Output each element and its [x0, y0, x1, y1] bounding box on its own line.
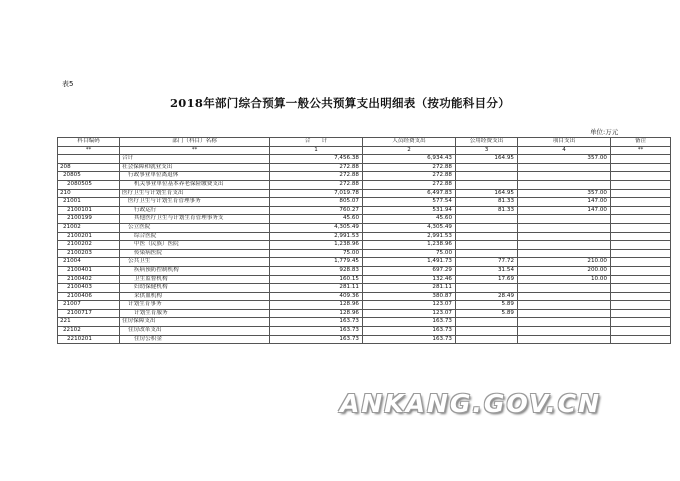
table-row: [58, 172, 671, 181]
cell-project: [518, 335, 611, 344]
table-row: [58, 241, 671, 250]
cell-public: [456, 318, 518, 327]
cell-public: 17.69: [456, 275, 518, 284]
cell-personnel: 45.60: [363, 215, 456, 224]
unit-label: 单位:万元: [590, 128, 619, 136]
cell-code: 21004: [58, 258, 120, 267]
cell-note: [611, 301, 671, 310]
cell-name: 机关事业单位基本养老保险缴费支出: [120, 180, 270, 189]
cell-name: 住房保障支出: [120, 318, 270, 327]
cell-name: 公共卫生: [120, 258, 270, 267]
table-row: [58, 223, 671, 232]
cell-note: [611, 327, 671, 336]
cell-personnel: 123.07: [363, 309, 456, 318]
mark-note: **: [611, 146, 671, 155]
cell-public: 5.89: [456, 309, 518, 318]
cell-personnel: 1,238.96: [363, 241, 456, 250]
cell-code: 208: [58, 163, 120, 172]
cell-code: 2080505: [58, 180, 120, 189]
cell-total: 409.36: [270, 292, 363, 301]
cell-name: 中医（民族）医院: [120, 241, 270, 250]
header-project: 项目支出: [518, 138, 611, 147]
cell-total: 163.73: [270, 335, 363, 344]
cell-code: 21002: [58, 223, 120, 232]
cell-code: 2100199: [58, 215, 120, 224]
table-row: [58, 266, 671, 275]
cell-project: [518, 232, 611, 241]
cell-project: [518, 249, 611, 258]
cell-note: [611, 189, 671, 198]
cell-note: [611, 172, 671, 181]
cell-total: 1,238.96: [270, 241, 363, 250]
cell-public: 81.33: [456, 206, 518, 215]
cell-project: [518, 318, 611, 327]
cell-name: 公立医院: [120, 223, 270, 232]
cell-code: 2100201: [58, 232, 120, 241]
cell-note: [611, 223, 671, 232]
cell-code: 2210201: [58, 335, 120, 344]
cell-personnel: 163.73: [363, 335, 456, 344]
table-row: [58, 318, 671, 327]
cell-personnel: 281.11: [363, 284, 456, 293]
cell-note: [611, 309, 671, 318]
cell-code: 2100402: [58, 275, 120, 284]
mark-personnel: 2: [363, 146, 456, 155]
cell-personnel: 6,497.83: [363, 189, 456, 198]
cell-note: [611, 163, 671, 172]
cell-name: 行政事业单位离退休: [120, 172, 270, 181]
cell-public: [456, 335, 518, 344]
cell-code: 2100101: [58, 206, 120, 215]
cell-name: 计划生育事务: [120, 301, 270, 310]
table-row: [58, 206, 671, 215]
cell-public: 81.33: [456, 198, 518, 207]
cell-project: [518, 292, 611, 301]
cell-name: 合计: [120, 155, 270, 164]
cell-public: [456, 241, 518, 250]
table-row: [58, 249, 671, 258]
cell-name: 其他医疗卫生与计划生育管理事务支: [120, 215, 270, 224]
table-row: [58, 275, 671, 284]
table-number-label: 表5: [62, 80, 74, 88]
mark-project: 4: [518, 146, 611, 155]
cell-personnel: 531.94: [363, 206, 456, 215]
table-row: [58, 180, 671, 189]
cell-personnel: 380.87: [363, 292, 456, 301]
cell-total: 281.11: [270, 284, 363, 293]
budget-table: [57, 137, 671, 344]
cell-note: [611, 232, 671, 241]
cell-project: [518, 327, 611, 336]
cell-name: 住房改革支出: [120, 327, 270, 336]
cell-total: 163.73: [270, 327, 363, 336]
cell-total: 7,456.38: [270, 155, 363, 164]
mark-total: 1: [270, 146, 363, 155]
cell-total: 7,019.78: [270, 189, 363, 198]
cell-note: [611, 292, 671, 301]
cell-total: 272.88: [270, 163, 363, 172]
cell-total: 272.88: [270, 172, 363, 181]
cell-project: 147.00: [518, 198, 611, 207]
page-title: 2018年部门综合预算一般公共预算支出明细表（按功能科目分）: [169, 96, 510, 110]
cell-code: 2100406: [58, 292, 120, 301]
cell-name: 医疗卫生与计划生育支出: [120, 189, 270, 198]
cell-code: 2100202: [58, 241, 120, 250]
cell-personnel: 2,991.53: [363, 232, 456, 241]
cell-note: [611, 198, 671, 207]
cell-public: 5.89: [456, 301, 518, 310]
cell-total: 160.15: [270, 275, 363, 284]
cell-code: 20805: [58, 172, 120, 181]
cell-project: [518, 284, 611, 293]
cell-total: 4,305.49: [270, 223, 363, 232]
cell-note: [611, 249, 671, 258]
header-personnel: 人员经费支出: [363, 138, 456, 147]
cell-public: 164.95: [456, 155, 518, 164]
header-marks-row: [58, 146, 671, 155]
cell-project: [518, 163, 611, 172]
cell-total: 1,779.45: [270, 258, 363, 267]
cell-code: 2100203: [58, 249, 120, 258]
mark-name: **: [120, 146, 270, 155]
cell-total: 760.27: [270, 206, 363, 215]
cell-personnel: 132.46: [363, 275, 456, 284]
cell-name: 传染病医院: [120, 249, 270, 258]
cell-project: 210.00: [518, 258, 611, 267]
cell-note: [611, 275, 671, 284]
cell-public: [456, 249, 518, 258]
cell-name: 行政运行: [120, 206, 270, 215]
cell-personnel: 6,934.43: [363, 155, 456, 164]
cell-note: [611, 266, 671, 275]
cell-public: 28.49: [456, 292, 518, 301]
cell-name: 疾病预防控制机构: [120, 266, 270, 275]
cell-public: [456, 215, 518, 224]
cell-code: 2100403: [58, 284, 120, 293]
cell-name: 医疗卫生与计划生育管理事务: [120, 198, 270, 207]
cell-code: [58, 155, 120, 164]
table-row: [58, 215, 671, 224]
cell-total: 272.88: [270, 180, 363, 189]
cell-personnel: 163.73: [363, 318, 456, 327]
cell-project: 357.00: [518, 155, 611, 164]
cell-code: 2100717: [58, 309, 120, 318]
site-watermark: ANKANG.GOV.CN: [340, 389, 602, 418]
cell-total: 128.96: [270, 301, 363, 310]
cell-project: [518, 223, 611, 232]
cell-note: [611, 155, 671, 164]
cell-public: [456, 232, 518, 241]
header-code: 科目编码: [58, 138, 120, 147]
header-row: [58, 138, 671, 147]
cell-project: 200.00: [518, 266, 611, 275]
cell-note: [611, 206, 671, 215]
header-name: 部门（科目）名称: [120, 138, 270, 147]
table-row: [58, 284, 671, 293]
table-row: [58, 335, 671, 344]
cell-project: 147.00: [518, 206, 611, 215]
table-row: [58, 189, 671, 198]
table-row: [58, 301, 671, 310]
cell-public: [456, 172, 518, 181]
table-row: [58, 163, 671, 172]
cell-name: 社会保障和就业支出: [120, 163, 270, 172]
cell-public: [456, 284, 518, 293]
table-row: [58, 309, 671, 318]
cell-personnel: 163.73: [363, 327, 456, 336]
cell-name: 综合医院: [120, 232, 270, 241]
cell-code: 22102: [58, 327, 120, 336]
mark-code: **: [58, 146, 120, 155]
cell-personnel: 4,305.49: [363, 223, 456, 232]
cell-total: 928.83: [270, 266, 363, 275]
cell-project: [518, 309, 611, 318]
cell-personnel: 272.88: [363, 180, 456, 189]
table-row: [58, 258, 671, 267]
cell-total: 45.60: [270, 215, 363, 224]
cell-personnel: 577.54: [363, 198, 456, 207]
cell-total: 805.07: [270, 198, 363, 207]
cell-project: [518, 180, 611, 189]
cell-code: 21001: [58, 198, 120, 207]
cell-code: 210: [58, 189, 120, 198]
header-total: 合 计: [270, 138, 363, 147]
header-note: 备注: [611, 138, 671, 147]
cell-code: 221: [58, 318, 120, 327]
table-row: [58, 198, 671, 207]
cell-personnel: 1,491.73: [363, 258, 456, 267]
cell-project: 357.00: [518, 189, 611, 198]
table-row: [58, 327, 671, 336]
mark-public: 3: [456, 146, 518, 155]
cell-note: [611, 258, 671, 267]
cell-project: [518, 241, 611, 250]
cell-total: 128.96: [270, 309, 363, 318]
cell-note: [611, 335, 671, 344]
cell-name: 妇幼保健机构: [120, 284, 270, 293]
cell-personnel: 123.07: [363, 301, 456, 310]
cell-name: 计划生育服务: [120, 309, 270, 318]
table-row: [58, 155, 671, 164]
cell-note: [611, 215, 671, 224]
cell-project: [518, 172, 611, 181]
cell-public: [456, 327, 518, 336]
cell-project: [518, 301, 611, 310]
cell-code: 2100401: [58, 266, 120, 275]
cell-name: 卫生监督机构: [120, 275, 270, 284]
cell-public: 31.54: [456, 266, 518, 275]
cell-code: 21007: [58, 301, 120, 310]
cell-note: [611, 241, 671, 250]
cell-personnel: 697.29: [363, 266, 456, 275]
cell-public: 164.95: [456, 189, 518, 198]
table-row: [58, 292, 671, 301]
cell-name: 采供血机构: [120, 292, 270, 301]
cell-note: [611, 318, 671, 327]
cell-public: [456, 180, 518, 189]
header-public: 公用经费支出: [456, 138, 518, 147]
cell-personnel: 272.88: [363, 172, 456, 181]
table-row: [58, 232, 671, 241]
cell-public: [456, 223, 518, 232]
cell-total: 2,991.53: [270, 232, 363, 241]
cell-public: 77.72: [456, 258, 518, 267]
cell-project: 10.00: [518, 275, 611, 284]
cell-note: [611, 284, 671, 293]
cell-total: 75.00: [270, 249, 363, 258]
cell-personnel: 272.88: [363, 163, 456, 172]
cell-project: [518, 215, 611, 224]
cell-personnel: 75.00: [363, 249, 456, 258]
cell-public: [456, 163, 518, 172]
cell-note: [611, 180, 671, 189]
cell-name: 住房公积金: [120, 335, 270, 344]
cell-total: 163.73: [270, 318, 363, 327]
